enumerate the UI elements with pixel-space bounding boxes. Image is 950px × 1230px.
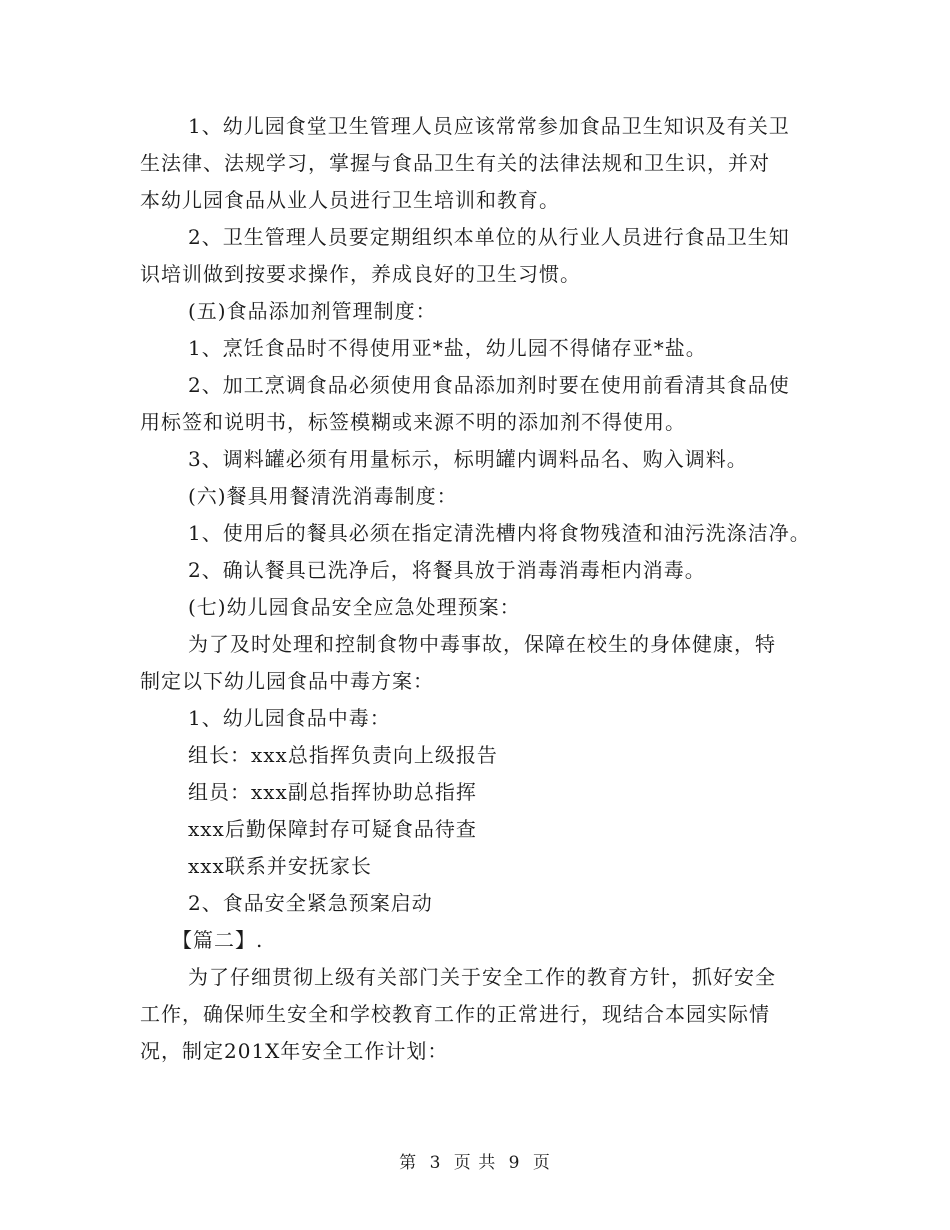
footer-total-pages: 9 bbox=[508, 1153, 521, 1173]
page-footer bbox=[0, 1148, 950, 1173]
text-line: 用标签和说明书，标签模糊或来源不明的添加剂不得使用。 bbox=[140, 410, 686, 434]
text-line: 识培训做到按要求操作，养成良好的卫生习惯。 bbox=[140, 262, 581, 286]
text-line: 况，制定201X年安全工作计划： bbox=[140, 1039, 449, 1063]
footer-page-number: 3 bbox=[429, 1153, 442, 1173]
text-line: 2、确认餐具已洗净后，将餐具放于消毒消毒柜内消毒。 bbox=[188, 558, 706, 582]
text-line: 2、卫生管理人员要定期组织本单位的从行业人员进行食品卫生知 bbox=[188, 225, 790, 249]
text-line: (七)幼儿园食品安全应急处理预案： bbox=[188, 595, 521, 619]
text-line: 组员：xxx副总指挥协助总指挥 bbox=[188, 780, 477, 804]
text-line: 本幼儿园食品从业人员进行卫生培训和教育。 bbox=[140, 188, 560, 212]
text-line: 2、食品安全紧急预案启动 bbox=[188, 891, 433, 915]
footer-prefix: 第 bbox=[399, 1153, 418, 1173]
text-line: 组长：xxx总指挥负责向上级报告 bbox=[188, 743, 498, 767]
text-line: 制定以下幼儿园食品中毒方案： bbox=[140, 669, 434, 693]
footer-middle: 页 共 bbox=[453, 1153, 497, 1173]
text-line: 1、幼儿园食堂卫生管理人员应该常常参加食品卫生知识及有关卫 bbox=[188, 114, 790, 138]
document-body bbox=[140, 108, 820, 1070]
text-line: 工作，确保师生安全和学校教育工作的正常进行，现结合本园实际情 bbox=[140, 1002, 770, 1026]
text-line: (六)餐具用餐清洗消毒制度： bbox=[188, 484, 458, 508]
text-line: (五)食品添加剂管理制度： bbox=[188, 299, 437, 323]
text-line: 为了仔细贯彻上级有关部门关于安全工作的教育方针，抓好安全 bbox=[188, 965, 776, 989]
text-line: xxx联系并安抚家长 bbox=[188, 854, 372, 878]
text-line: 2、加工烹调食品必须使用食品添加剂时要在使用前看清其食品使 bbox=[188, 373, 790, 397]
text-line: 生法律、法规学习，掌握与食品卫生有关的法律法规和卫生识，并对 bbox=[140, 151, 770, 175]
text-line: 1、使用后的餐具必须在指定清洗槽内将食物残渣和油污洗涤洁净。 bbox=[188, 521, 811, 545]
text-line: 1、烹饪食品时不得使用亚*盐，幼儿园不得储存亚*盐。 bbox=[188, 336, 707, 360]
text-line: 1、幼儿园食品中毒： bbox=[188, 706, 391, 730]
footer-suffix: 页 bbox=[532, 1153, 551, 1173]
text-line: 3、调料罐必须有用量标示，标明罐内调料品名、购入调料。 bbox=[188, 447, 748, 471]
text-line: xxx后勤保障封存可疑食品待查 bbox=[188, 817, 477, 841]
text-line: 【篇二】. bbox=[172, 928, 264, 952]
text-line: 为了及时处理和控制食物中毒事故，保障在校生的身体健康，特 bbox=[188, 632, 776, 656]
